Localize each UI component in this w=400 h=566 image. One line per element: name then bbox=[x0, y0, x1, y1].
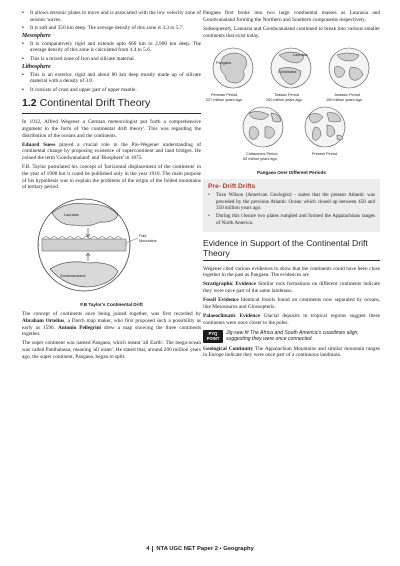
list-item: ▪ It allows tectonic plates to move and is associated with the low velocity zone of seismic waves. bbox=[22, 10, 201, 23]
paragraph-text: The concept of continents once being joined together, was first recorded by bbox=[22, 311, 201, 318]
figure-caption: F.B Taylor's Continental Drift bbox=[80, 302, 143, 308]
paragraph bbox=[22, 142, 201, 162]
map-label-cretaceous-age: 65 million years ago bbox=[243, 157, 277, 162]
list-item: ▪ It consists of crust and upper part of upper mantle. bbox=[22, 87, 201, 94]
section-heading bbox=[22, 97, 201, 109]
figure-label-fold: Fold bbox=[139, 234, 147, 239]
map-label-laurasia: Laurasia bbox=[293, 53, 308, 58]
pre-drift-box bbox=[203, 179, 380, 231]
bold-term: Antonio Pellegrini bbox=[57, 324, 102, 331]
list-item: ▪ It is comparatively rigid and extends upto 660 km to 2,900 km deep. The average density of this zone is calculated from 4.4 to 5.6. bbox=[22, 41, 201, 54]
map-label-permian-age: 227 million years ago bbox=[206, 98, 242, 103]
paragraph: Subsequently, Laurasia and Gondwanaland continued to break into various smaller continents that exist today. bbox=[203, 25, 380, 39]
lithosphere-heading: Lithosphere bbox=[22, 64, 51, 71]
bold-term: Geological Continuity bbox=[203, 345, 254, 352]
map-label-present: Present Period bbox=[312, 152, 338, 157]
list-item: ▪ This is an exterior, rigid and about 80 km deep mostly made up of silicate material with a density of 3.0. bbox=[22, 72, 201, 85]
bold-term: Fossil Evidence bbox=[203, 297, 239, 304]
globe-permian bbox=[206, 48, 253, 102]
paragraph-text: The Appalachian Mountains and similar mountain ranges in Europe indicate they were once part of a continuous landmass. bbox=[203, 345, 380, 359]
figure-caption: Pangaea Over Different Periods bbox=[257, 170, 326, 176]
paragraph: The super continent was named Pangaea, which meant 'all Earth'. The mega-ocean was called Panthalassa, meaning 'all water'. He stated that, around 200 million years ago, the super continent, Pangaea, began to split. bbox=[22, 340, 201, 360]
paragraph-text: Identical fossils found on continents now separated by oceans, like Mesosaurus and Glossopteris. bbox=[203, 297, 380, 311]
map-label-gondwana: Gondwana bbox=[278, 70, 297, 75]
paragraph bbox=[22, 311, 201, 338]
badge-text: POINT bbox=[206, 336, 220, 342]
globe-present bbox=[305, 107, 345, 156]
map-label-permian: Permian Period bbox=[211, 93, 238, 98]
map-label-jurassic: Jurassic Period bbox=[334, 93, 360, 98]
paragraph bbox=[203, 346, 380, 359]
page-number: 4 bbox=[146, 546, 153, 552]
bold-term: Palaeoclimatic Evidence bbox=[203, 313, 261, 320]
taylor-drift-figure bbox=[22, 195, 201, 300]
pyq-note bbox=[203, 330, 380, 343]
paragraph-text: Similar rock formations on different continents indicate they were once part of the same landmass. bbox=[203, 281, 381, 295]
paragraph-text: played a crucial role in the Pre-Wegener understanding of continental change by proposing existence of supercontinent and land bridges. He coined the term 'Gondwanaland' and 'Biosphere' in 1875. bbox=[22, 141, 201, 162]
figure-label-mountains: Mountains bbox=[139, 239, 157, 244]
section-number: 1.2 bbox=[22, 97, 37, 110]
footer-title: NTA UGC NET Paper 2 • Geography bbox=[156, 546, 254, 552]
paragraph bbox=[203, 297, 380, 310]
list-item: • Tuzo Wilson (American Geologist) - states that the present Atlantic was preceded by the previous Atlantic Ocean which closed up between 450 and 350 million years ago. bbox=[208, 192, 375, 211]
section-title: Continental Drift Theory bbox=[39, 97, 151, 110]
map-label-pangaea: Pangaea bbox=[216, 61, 232, 66]
map-label-cretaceous: Cretaceous Period bbox=[246, 152, 278, 157]
bold-term: Eduard Suess bbox=[22, 141, 56, 148]
left-column bbox=[22, 10, 201, 363]
list-item: ▪ It is soft and 350 km deep. The average density of this zone is 3.3 to 5.7. bbox=[22, 25, 201, 32]
paragraph bbox=[203, 313, 380, 326]
pangaea-figure bbox=[203, 43, 380, 168]
globe-cretaceous bbox=[243, 107, 283, 161]
paragraph-text: Glacial deposits in tropical regions suggest these continents were once closer to the poles. bbox=[203, 313, 380, 326]
right-column bbox=[203, 10, 380, 362]
page-footer bbox=[0, 546, 400, 552]
taylor-drift-diagram bbox=[22, 195, 201, 295]
box-title: Pre- Drift Drifts bbox=[208, 183, 256, 191]
section-divider bbox=[22, 113, 201, 114]
list-item: ▪ This is a mixed zone of Iron and silicate material. bbox=[22, 56, 201, 63]
paragraph: Wegener cited various evidences to show that the continents could have been close together in the past as Pangaea. The evidences are bbox=[203, 265, 380, 279]
figure-label-gondwanaland: Gondwanaland bbox=[60, 274, 86, 279]
globe-triassic bbox=[266, 48, 311, 102]
section-title: Evidence in Support of the Continental Drift Theory bbox=[203, 237, 368, 258]
paragraph bbox=[203, 281, 380, 294]
paragraph-text: drew a map showing the three continents together. bbox=[22, 324, 202, 338]
pyq-point-badge bbox=[203, 330, 223, 343]
paragraph: In 1912, Alfred Wegener a German meteorologist put forth a comprehensive argument in the form of 'the continental drift theory'. This was regarding the distribution of the oceans and the continents. bbox=[22, 119, 201, 139]
pangaea-maps-diagram bbox=[203, 43, 380, 163]
list-item: • During this closure two plates rumpled and formed the Appalachians ranges of North America. bbox=[208, 213, 375, 226]
section-divider bbox=[203, 260, 380, 261]
bold-term: Stratigraphic Evidence bbox=[203, 281, 256, 288]
globe-jurassic bbox=[326, 48, 369, 102]
paragraph-text: , a Dutch map maker, who first proposed such a possibility as early as 1596. bbox=[22, 317, 201, 331]
note-text: Jig-saw fit The Africa and South America's coastlines align, suggesting they were once connected. bbox=[226, 329, 359, 342]
map-label-jurassic-age: 150 million years ago bbox=[326, 98, 362, 103]
badge-text: PYQ bbox=[208, 331, 218, 337]
paragraph: F.B. Taylor postulated his concept of 'horizontal displacement of the continents' in the year of 1908 but it could be published only in the year 1910. The main purpose of his hypothesis was to explain the problems of the origin of the folded mountains of tertiary period. bbox=[22, 164, 201, 191]
mesosphere-heading: Mesosphere bbox=[22, 33, 51, 40]
paragraph: Pangaea first broke into two large continental masses as Laurasia and Gondwanaland forming the Northern and Southern components respectively. bbox=[203, 10, 380, 23]
map-label-triassic: Triassic Period bbox=[274, 93, 299, 98]
map-label-triassic-age: 200 million years ago bbox=[266, 98, 302, 103]
bold-term: Abraham Ortelius bbox=[22, 317, 65, 324]
figure-label-laurasia: Laurasia bbox=[64, 213, 79, 218]
